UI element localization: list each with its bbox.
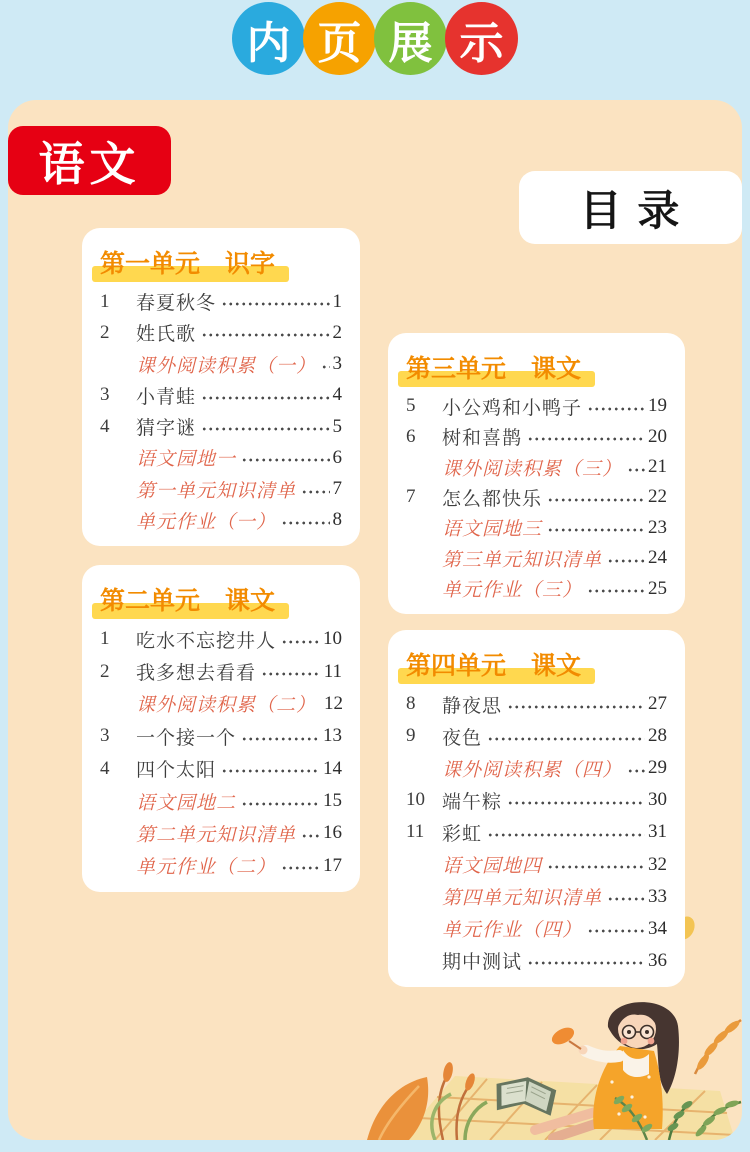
lesson-title: 课外阅读积累（二） [136, 695, 317, 717]
lesson-title: 一个接一个 [136, 727, 237, 749]
page-number: 30 [648, 789, 667, 811]
lesson-number: 4 [100, 757, 110, 779]
lesson-number: 5 [406, 395, 416, 417]
lesson-title: 第四单元知识清单 [442, 888, 603, 910]
toc-row-extra [406, 851, 667, 878]
page-number: 10 [323, 628, 342, 650]
page-number: 1 [332, 290, 342, 312]
lesson-title: 四个太阳 [136, 760, 217, 782]
page-number: 25 [648, 577, 667, 599]
unit-title: 第四单元 课文 [406, 652, 582, 680]
lesson-number: 2 [100, 660, 110, 682]
page-number: 31 [648, 821, 667, 843]
dotted-leader [241, 723, 320, 750]
dotted-leader [527, 423, 645, 450]
unit-title: 第一单元 识字 [100, 250, 276, 278]
page-number: 28 [648, 725, 667, 747]
page-number: 2 [332, 321, 342, 343]
toc-row [100, 413, 342, 440]
lesson-title: 姓氏歌 [136, 324, 197, 346]
page-number: 20 [648, 425, 667, 447]
lesson-title: 语文园地四 [442, 856, 543, 878]
lesson-number: 3 [100, 725, 110, 747]
lesson-title: 第三单元知识清单 [442, 549, 603, 571]
lesson-title: 期中测试 [442, 952, 523, 974]
page-number: 36 [648, 949, 667, 971]
dotted-leader [281, 852, 320, 879]
page-banner [233, 2, 517, 75]
lesson-title: 我多想去看看 [136, 663, 257, 685]
toc-row-extra [406, 454, 667, 481]
page-number: 12 [324, 692, 344, 714]
dotted-leader [261, 658, 321, 685]
page-number: 7 [332, 478, 342, 500]
toc-row-extra [406, 514, 667, 541]
lesson-title: 吃水不忘挖井人 [136, 630, 277, 652]
page-number: 13 [323, 725, 342, 747]
dotted-leader [321, 351, 329, 378]
content-panel [8, 100, 742, 1140]
unit-3-rows [406, 391, 667, 604]
dotted-leader [201, 413, 329, 440]
lesson-title: 第一单元知识清单 [136, 480, 297, 502]
dotted-leader [221, 755, 320, 782]
lesson-title: 春夏秋冬 [136, 293, 217, 315]
toc-title: 目 录 [579, 186, 682, 234]
toc-row [406, 819, 667, 846]
dotted-leader [201, 382, 329, 409]
dotted-leader [547, 851, 645, 878]
page-number: 34 [648, 917, 667, 939]
page-number: 3 [332, 353, 342, 375]
dotted-leader [507, 691, 645, 718]
page-number: 11 [323, 660, 342, 682]
subject-badge-label: 语文 [38, 137, 141, 190]
toc-row [406, 723, 667, 750]
toc-row [100, 626, 342, 653]
dotted-leader [527, 947, 645, 974]
toc-row-extra [406, 545, 667, 572]
page-number: 24 [648, 547, 667, 569]
toc-row [100, 723, 342, 750]
toc-row-extra [406, 883, 667, 910]
dotted-leader [587, 575, 645, 602]
toc-row-extra [100, 351, 342, 378]
lesson-title: 课外阅读积累（三） [442, 458, 623, 480]
lesson-title: 猜字谜 [136, 418, 197, 440]
lesson-number: 9 [406, 725, 416, 747]
dotted-leader [627, 755, 645, 782]
lesson-title: 单元作业（四） [442, 920, 583, 942]
unit-4-rows [406, 688, 667, 977]
unit-4-card [388, 630, 685, 987]
page-number: 32 [648, 853, 667, 875]
page-number: 15 [323, 790, 342, 812]
unit-2-header [100, 581, 275, 617]
banner-char: 示 [459, 18, 504, 68]
toc-row [100, 658, 342, 685]
lesson-title: 树和喜鹊 [442, 428, 523, 450]
dotted-leader [301, 820, 320, 847]
lesson-number: 4 [100, 415, 110, 437]
toc-row-extra [406, 575, 667, 602]
banner-circle-orange [303, 2, 376, 75]
unit-4-header [406, 646, 581, 682]
toc-row [406, 947, 667, 974]
toc-row [406, 484, 667, 511]
toc-row-extra [100, 788, 342, 815]
toc-row-extra [100, 690, 342, 717]
lesson-number: 3 [100, 384, 110, 406]
unit-title: 第二单元 课文 [100, 587, 276, 615]
dotted-leader [607, 545, 645, 572]
unit-1-header [100, 244, 275, 280]
page-number: 19 [648, 395, 667, 417]
dotted-leader [281, 626, 320, 653]
banner-char: 展 [388, 18, 433, 68]
page-number: 4 [332, 384, 342, 406]
lesson-title: 语文园地二 [136, 792, 237, 814]
page-number: 33 [648, 885, 667, 907]
dotted-leader [201, 319, 329, 346]
toc-row [406, 691, 667, 718]
lesson-title: 小公鸡和小鸭子 [442, 397, 583, 419]
dotted-leader [241, 444, 329, 471]
lesson-title: 语文园地一 [136, 449, 237, 471]
page-number: 29 [648, 757, 667, 779]
toc-row [406, 423, 667, 450]
dotted-leader [547, 484, 645, 511]
toc-row [406, 787, 667, 814]
banner-circle-green [374, 2, 447, 75]
lesson-number: 1 [100, 290, 110, 312]
lesson-title: 课外阅读积累（一） [136, 355, 317, 377]
lesson-title: 夜色 [442, 727, 483, 749]
lesson-number: 8 [406, 693, 416, 715]
unit-3-card [388, 333, 685, 614]
unit-title: 第三单元 课文 [406, 355, 582, 383]
lesson-number: 11 [406, 821, 425, 843]
lesson-title: 第二单元知识清单 [136, 824, 297, 846]
toc-row-extra [100, 820, 342, 847]
lesson-title: 端午粽 [442, 791, 503, 813]
lesson-title: 单元作业（三） [442, 580, 583, 602]
page-number: 27 [648, 693, 667, 715]
lesson-title: 静夜思 [442, 695, 503, 717]
lesson-title: 小青蛙 [136, 386, 197, 408]
toc-row [100, 319, 342, 346]
banner-char: 内 [246, 18, 291, 68]
lesson-number: 1 [100, 628, 110, 650]
dotted-leader [587, 915, 645, 942]
dotted-leader [281, 507, 329, 534]
lesson-title: 语文园地三 [442, 519, 543, 541]
dotted-leader [507, 787, 645, 814]
dotted-leader [487, 723, 645, 750]
lesson-title: 单元作业（二） [136, 857, 277, 879]
toc-row-extra [100, 507, 342, 534]
toc-row-extra [406, 755, 667, 782]
lesson-number: 10 [406, 789, 425, 811]
lesson-title: 单元作业（一） [136, 511, 277, 533]
dotted-leader [241, 788, 320, 815]
unit-3-header [406, 349, 581, 385]
unit-2-card [82, 565, 360, 892]
toc-row-extra [100, 444, 342, 471]
page-number: 21 [648, 456, 667, 478]
page-number: 17 [323, 854, 342, 876]
unit-1-rows [100, 286, 342, 536]
toc-title-box [519, 171, 742, 244]
toc-row [100, 755, 342, 782]
banner-circle-red [445, 2, 518, 75]
unit-2-rows [100, 623, 342, 882]
dotted-leader [301, 476, 329, 503]
lesson-number: 6 [406, 425, 416, 447]
unit-1-card [82, 228, 360, 546]
toc-row-extra [406, 915, 667, 942]
subject-badge [8, 126, 171, 195]
dotted-leader [587, 393, 645, 420]
page-number: 22 [648, 486, 667, 508]
dotted-leader [607, 883, 645, 910]
page-number: 23 [648, 516, 667, 538]
page-number: 6 [332, 446, 342, 468]
toc-row-extra [100, 852, 342, 879]
girl-reading-illustration [357, 982, 742, 1140]
lesson-number: 7 [406, 486, 416, 508]
lesson-title: 怎么都快乐 [442, 488, 543, 510]
page-number: 5 [332, 415, 342, 437]
toc-row [100, 382, 342, 409]
lesson-title: 课外阅读积累（四） [442, 759, 623, 781]
toc-row-extra [100, 476, 342, 503]
toc-row [406, 393, 667, 420]
page-number: 14 [323, 757, 342, 779]
dotted-leader [221, 288, 329, 315]
dotted-leader [487, 819, 645, 846]
dotted-leader [627, 454, 645, 481]
page-number: 16 [323, 822, 342, 844]
lesson-number: 2 [100, 321, 110, 343]
banner-char: 页 [317, 18, 362, 68]
page-number: 8 [332, 509, 342, 531]
lesson-title: 彩虹 [442, 823, 483, 845]
dotted-leader [547, 514, 645, 541]
banner-circle-blue [232, 2, 305, 75]
toc-row [100, 288, 342, 315]
